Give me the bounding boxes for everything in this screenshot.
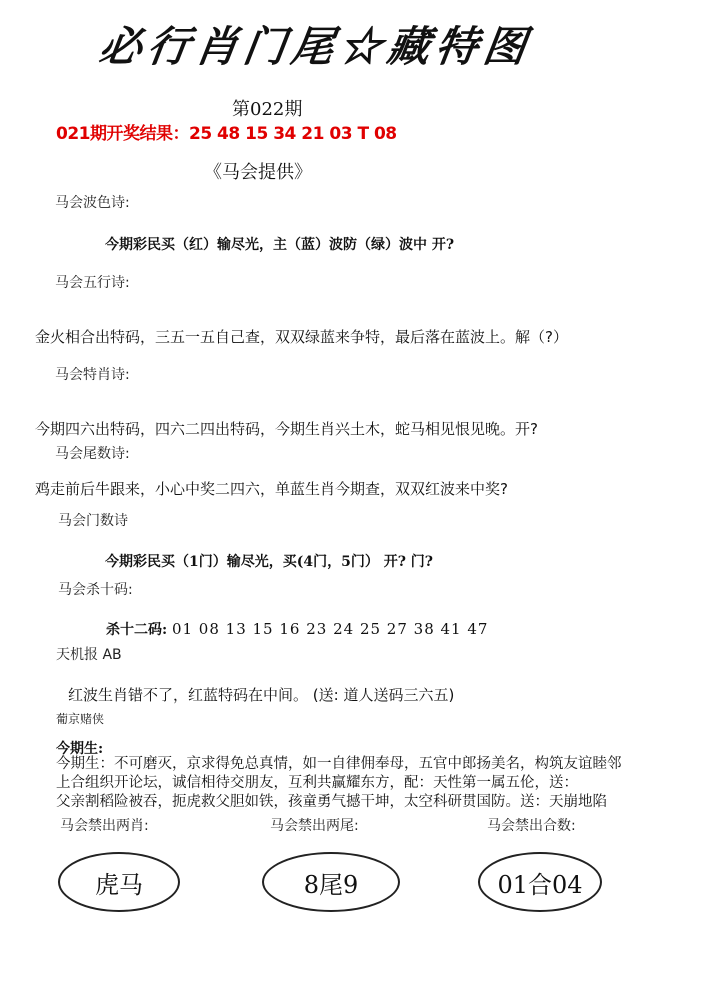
kill-title: 马会杀十码: <box>58 582 133 598</box>
portugal-title: 葡京赌侠 <box>56 712 105 726</box>
wave-poem-text: 今期彩民买（红）输尽光，主（蓝）波防（绿）波中 开? <box>105 237 455 253</box>
tianji-text: 红波生肖错不了，红蓝特码在中间。 (送: 道人送码三六五) <box>68 686 455 704</box>
zodiac-poem-title: 马会特肖诗: <box>55 367 130 383</box>
five-elements-title: 马会五行诗: <box>55 275 130 291</box>
zodiac-poem-text: 今期四六出特码，四六二四出特码，今期生肖兴土木，蛇马相见恨见晚。开? <box>35 420 538 438</box>
ban-tail-value: 8尾9 <box>262 852 400 912</box>
tail-poem-text: 鸡走前后牛跟来，小心中奖二四六，单蓝生肖今期查，双双红波来中奖? <box>35 480 508 498</box>
jinqi-line-1: 今期生：不可磨灭，京求得免总真情，如一自律佣奉母，五官中郎扬美名，构筑友谊睦邻 <box>56 756 622 772</box>
ban-tail-label: 马会禁出两尾: <box>270 818 359 834</box>
kill-label: 杀十二码: <box>106 622 168 638</box>
jinqi-title: 今期生: <box>56 741 104 757</box>
page-title: 必行肖门尾☆藏特图 <box>96 22 536 71</box>
door-title: 马会门数诗 <box>58 513 128 529</box>
ban-sum-label: 马会禁出合数: <box>487 818 576 834</box>
door-text: 今期彩民买（1门）输尽光，买(4门，5门） 开? 门? <box>105 554 434 570</box>
ban-sum-value: 01合04 <box>478 852 602 912</box>
five-elements-text: 金火相合出特码，三五一五自己查，双双绿蓝来争特，最后落在蓝波上。解（?） <box>35 328 568 346</box>
tianji-title: 天机报 AB <box>56 647 122 663</box>
tail-poem-title: 马会尾数诗: <box>55 446 130 462</box>
draw-result: 021期开奖结果：25 48 15 34 21 03 T 08 <box>56 124 397 144</box>
kill-row <box>106 619 488 639</box>
jinqi-line-3: 父亲割稻险被吞，扼虎救父胆如铁，孩童勇气撼干坤，太空科研贯国防。送：天崩地陷 <box>56 794 607 810</box>
ban-zodiac-value: 虎马 <box>58 852 180 912</box>
wave-poem-title: 马会波色诗: <box>55 195 130 211</box>
issue-number: 第022期 <box>232 99 303 120</box>
provider-label: 《马会提供》 <box>204 162 312 183</box>
kill-numbers: 01 08 13 15 16 23 24 25 27 38 41 47 <box>171 620 489 638</box>
jinqi-line-2: 上合组织开论坛，诚信相待交朋友，互利共赢耀东方，配：天性第一属五伦，送： <box>56 775 578 791</box>
ban-zodiac-label: 马会禁出两肖: <box>60 818 149 834</box>
